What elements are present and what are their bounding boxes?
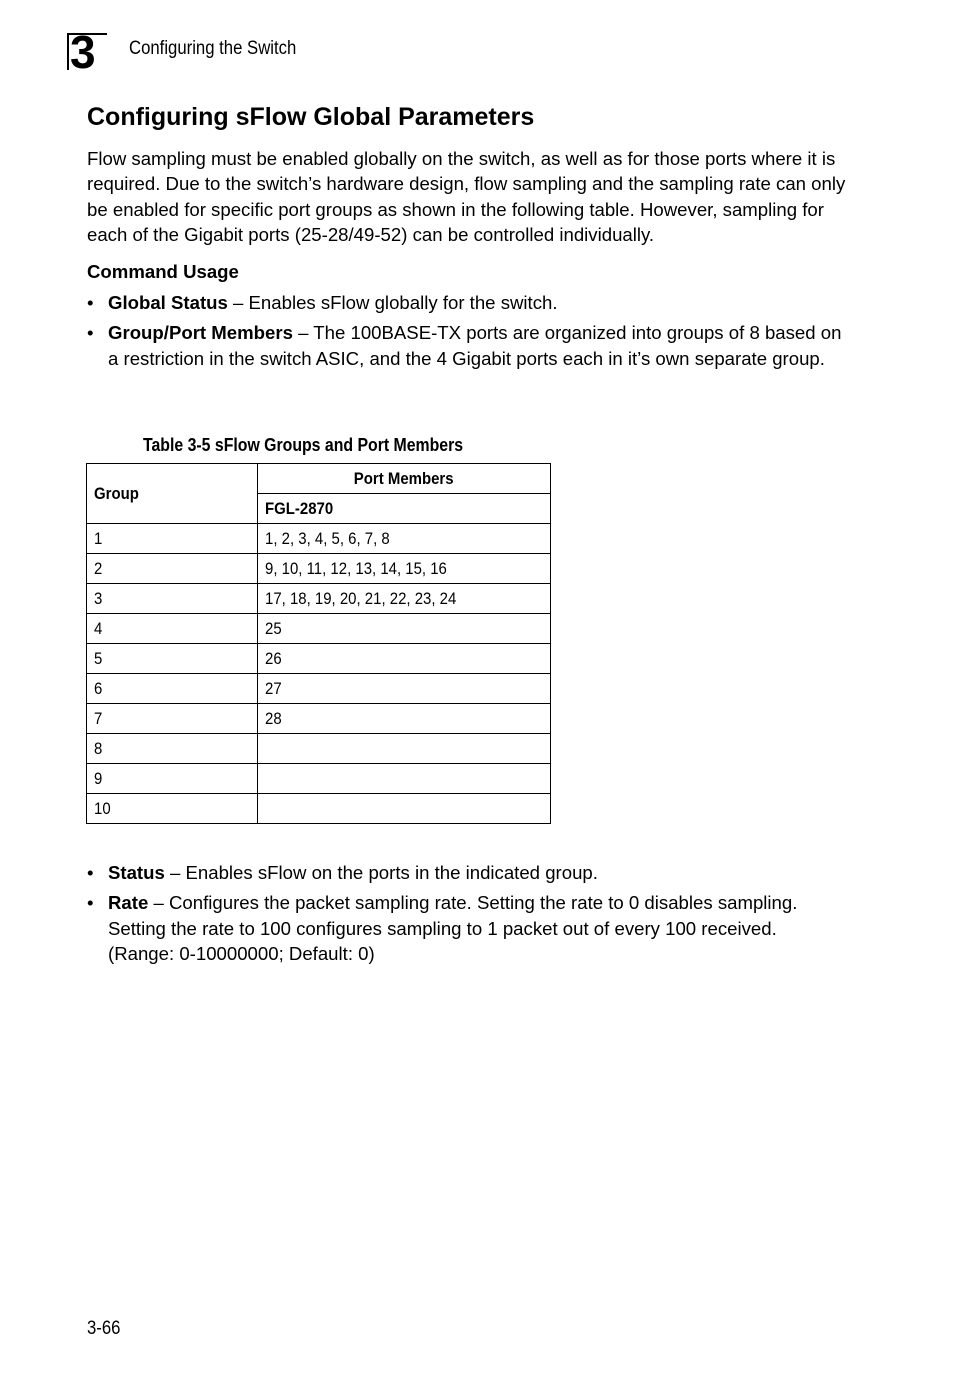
table-row — [87, 584, 551, 614]
group-cell: 4 — [87, 614, 258, 644]
group-cell: 5 — [87, 644, 258, 674]
table-row — [87, 524, 551, 554]
list-item — [87, 320, 847, 371]
port-members-cell: 26 — [258, 644, 551, 674]
header-model: FGL-2870 — [258, 494, 551, 524]
header-group: Group — [87, 464, 258, 524]
header-port-members: Port Members — [258, 464, 551, 494]
table-row — [87, 704, 551, 734]
intro-paragraph: Flow sampling must be enabled globally on the switch, as well as for those ports where it is required. Due to the switch’s hardware design, flow sampling and the sampling rate can only be enabled for specific port groups as shown in the following table. However, sampling for each of the Gigabit ports (25-28/49-52) can be controlled individually. — [87, 148, 846, 245]
bullet-icon: • — [87, 862, 94, 883]
table-caption: Table 3-5 sFlow Groups and Port Members — [143, 435, 464, 455]
list-item — [87, 890, 847, 966]
bullet-icon: • — [87, 322, 94, 344]
bullet-icon: • — [87, 892, 94, 914]
group-cell: 2 — [87, 554, 258, 584]
port-members-cell — [258, 794, 551, 824]
bullet-icon: • — [87, 292, 94, 314]
port-members-cell — [258, 764, 551, 794]
port-members-cell: 27 — [258, 674, 551, 704]
list-item — [87, 290, 847, 315]
port-members-cell: 17, 18, 19, 20, 21, 22, 23, 24 — [258, 584, 551, 614]
port-members-cell: 28 — [258, 704, 551, 734]
group-cell: 8 — [87, 734, 258, 764]
chapter-number: 3 — [70, 26, 95, 78]
table-row — [87, 644, 551, 674]
port-members-cell: 9, 10, 11, 12, 13, 14, 15, 16 — [258, 554, 551, 584]
table-row — [87, 794, 551, 824]
port-members-cell: 25 — [258, 614, 551, 644]
page-number: 3-66 — [87, 1318, 121, 1339]
table-header-row — [87, 464, 551, 494]
after-table-content — [87, 860, 847, 971]
bullet-term: Rate — [108, 892, 149, 914]
usage-list — [87, 290, 847, 371]
section-title: Configuring sFlow Global Parameters — [87, 103, 535, 131]
table-row — [87, 614, 551, 644]
bullet-text: – Enables sFlow on the ports in the indicated group. — [164, 862, 598, 883]
bullet-term: Group/Port Members — [108, 322, 293, 344]
port-members-cell: 1, 2, 3, 4, 5, 6, 7, 8 — [258, 524, 551, 554]
sflow-groups-table — [86, 463, 551, 824]
table-row — [87, 674, 551, 704]
list-item — [87, 860, 847, 885]
table-row — [87, 554, 551, 584]
table-row — [87, 764, 551, 794]
bullet-term: Status — [108, 862, 165, 883]
port-members-cell — [258, 734, 551, 764]
group-cell: 10 — [87, 794, 258, 824]
command-usage-heading: Command Usage — [87, 261, 239, 283]
group-cell: 6 — [87, 674, 258, 704]
usage-list-continued — [87, 860, 847, 966]
group-cell: 7 — [87, 704, 258, 734]
group-cell: 9 — [87, 764, 258, 794]
running-header: Configuring the Switch — [129, 38, 297, 59]
bullet-text: – The 100BASE-TX ports are organized into groups of 8 based on a restriction in the switch ASIC, and the 4 Gigabit ports each in it’s own separate group. — [108, 322, 842, 369]
group-cell: 1 — [87, 524, 258, 554]
bullet-term: Global Status — [108, 292, 228, 314]
table-body — [87, 524, 551, 824]
main-content — [87, 100, 847, 376]
bullet-text: – Configures the packet sampling rate. Setting the rate to 0 disables sampling. Setting the rate to 100 configures sampling to 1 packet out of every 100 received. (Range: 0-10000000; Default: 0) — [108, 892, 798, 964]
group-cell: 3 — [87, 584, 258, 614]
bullet-text: – Enables sFlow globally for the switch. — [227, 292, 558, 314]
table-row — [87, 734, 551, 764]
